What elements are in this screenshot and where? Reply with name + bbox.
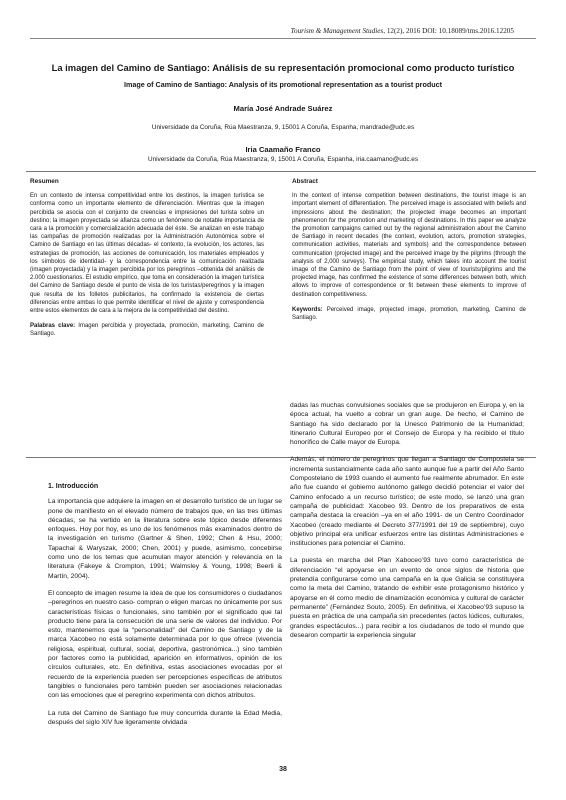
abstract-keywords-label: Keywords: (292, 306, 323, 313)
body-paragraph: El concepto de imagen resume la idea de que los consumidores o ciudadanos –peregrinos en nuestro caso- compran o eligen marcas no únicamente por sus características físicas o funcionales, sino también por el significado que tal producto tiene para la consecución de una serie de valores del individuo. Por esto, mantenemos que la “personalidad” del Camino de Santiago y de la marca Xacobeo no está solamente determinada por lo que ofrece (vivencia religiosa, espiritual, cultural, social, deportiva, gastronómica...) sino también por factores como la publicidad, aparición en informativos, opinión de los círculos culturales, etc. En definitiva, estas asociaciones evocadas por el recuerdo de la experiencia pueden ser percepciones específicas de atributos tangibles o funcionales pero también pueden ser asociaciones relacionadas con las emociones que el peregrino experimenta con dichos atributos. (48, 589, 282, 700)
abstract-text: In the context of intense competition between destinations, the tourist image is an important element of differentiation. The perceived image is associated with beliefs and impressions about the destination; the projected image becomes an important phenomenon for the promotion and marketing of destinations. In this paper we analyze the promotion campaigns carried out by the regional administration about the Camino de Santiago in recent decades (the context, evolution, actors, promotion strategies, communication activities, materials and symbols) and the correspondence between communication (projected image) and the perceived image by the pilgrims (through the analysis of 2,000 surveys). The empirical study, which takes into account the tourist image of the Camino de Santiago from the point of view of tourists/pilgrims and the projected image, has confirmed the existence of some differences between both, which allows to improve of correspondence or fit between these elements to improve of destination competitiveness. (292, 193, 526, 298)
resumen-heading: Resumen (30, 178, 59, 185)
body-paragraph: dadas las muchas convulsiones sociales que se produjeron en Europa y, en la época actual, ha vuelto a cobrar un gran auge. De hecho, el Camino de Santiago ha sido declarado por la Unesco Patrimonio de la Humanidad; Itinerario Cultural Europeo por el Consejo de Europa y ha recibido el título honorífico de Calle mayor de Europa. (290, 402, 524, 447)
author-affiliation-2: Universidade da Coruña, Rúa Maestranza, 9, 15001 A Coruña, Espanha, iria.caamano@udc.es (147, 156, 419, 163)
abstract-block (292, 178, 526, 322)
abstract-top-rule (26, 171, 536, 172)
body-column-left (48, 482, 282, 735)
resumen-keywords-list: Imagen percibida y proyectada, promoción, marketing, Camino de Santiago. (30, 323, 264, 338)
author-name-2: Iria Caamaño Franco (245, 145, 321, 154)
body-column-right (290, 401, 524, 648)
author-affiliation-1: Universidade da Coruña, Rúa Maestranza, 9, 15001 A Coruña, Espanha, mandrade@udc.es (151, 124, 415, 131)
resumen-block (30, 178, 264, 339)
abstract-keywords-list: Perceived image, projected image, promotion, marketing, Camino de Santiago. (292, 306, 526, 322)
body-paragraph: Además, el número de peregrinos que llegan a Santiago de Compostela se incrementa sustancialmente cada año santo aunque fue a partir del Año Santo Compostelano de 1993 cuando el aumento fue realmente abrumador. En este año fue cuando el gobierno autónomo gallego decidió potenciar el valor del Camino enfocado a un recurso turístico; de este modo, se lanzó una gran campaña de publicidad: Xacobeo 93. Dentro de los preparativos de esta campaña destaca la creación –ya en el año 1991- de un Centro Coordinador Xacobeo (creado mediante el Decreto 377/1991 del 19 de septiembre), cuyo objetivo principal era unificar esfuerzos entre las distintas Administraciones e instituciones para potenciar el Camino. (290, 456, 524, 548)
paper-title: La imagen del Camino de Santiago: Análisis de su representación promocional como producto turístico (51, 62, 515, 73)
author-name-1: María José Andrade Suárez (233, 104, 333, 113)
body-paragraph: La importancia que adquiere la imagen en el desarrollo turístico de un lugar se pone de manifiesto en el elevado número de trabajos que, en las tres últimas décadas, se ha vertido en la literatura sobre este tópico desde diferentes enfoques. Hoy por hoy, es uno de los fenómenos más examinados dentro de la investigación en turismo (Gartner & Shen, 1992; Chen & Hsu, 2000; Tapachai & Waryszak, 2000; Chen, 2001) y puede, asimismo, concebirse como uno de los temas que acumulan mayor atención y relevancia en la literatura (Fakeye & Crompton, 1991; Walmsley & Young, 1998; Beerli & Martín, 2004). (48, 498, 282, 580)
citation-info: , 12(2), 2016 DOI: 10.18089/tms.2016.12205 (383, 27, 514, 35)
abstract-keywords (292, 306, 526, 322)
resumen-text: En un contexto de intensa competitividad entre los destinos, la imagen turística se conforma como un importante elemento de diferenciación. Mientras que la imagen percibida se asocia con el conjunto de creencias e impresiones del turista sobre un destino; la imagen proyectada se afianza como un fenómeno de notable importancia de cara a la promoción y comercialización adecuada del éste. Se analizan en este trabajo las campañas de promoción realizadas por la Administración Autonómica sobre el Camino de Santiago en las últimas décadas- el contexto, la evolución, los actores, las estrategias de promoción, las acciones de comunicación, los materiales empleados y los símbolos de identidad- y la correspondencia entre la comunicación realizada (imagen proyectada) y la imagen percibida por los peregrinos –obtenida del análisis de 2.000 cuestionarios. El estudio empírico, que toma en consideración la imagen turística del Camino de Santiago desde el punto de vista de los turistas/peregrinos y la imagen que resulta de los folletos publicitarios, ha confirmado la existencia de ciertas diferencias entre ambas lo que permite identificar el nivel de ajuste y correspondencia entre estos elementos de cara a la mejora de la competitividad del destino. (30, 193, 264, 315)
body-paragraph: La ruta del Camino de Santiago fue muy concurrida durante la Edad Media, después del siglo XIV fue ligeramente olvidada (48, 709, 282, 726)
journal-name: Tourism & Management Studies (290, 27, 384, 35)
abstract-heading: Abstract (292, 178, 318, 185)
section-heading-introduccion: 1. Introducción (48, 483, 99, 490)
body-paragraph: La puesta en marcha del Plan Xaboceo’93 tuvo como característica de diferenciación “el apoyarse en un evento de once siglos de historia que pretendía configurarse como una campaña en la que Galicia se constituyera como la meta del Camino, tratando de exhibir este protagonismo histórico y apoyarse en él como medio de dinamización económica y cultural de carácter permanente” (Fernández Souto, 2005). En definitiva, el Xacobeo’93 supuso la puesta en práctica de una campaña sin precedentes (actos lúdicos, culturales, grandes espectáculos...) para recibir a los ciudadanos de todo el mundo que desearon compartir la experiencia singular (290, 557, 524, 639)
resumen-keywords-label: Palabras clave: (30, 323, 76, 330)
paper-subtitle: Image of Camino de Santiago: Analysis of its promotional representation as a tourist product (123, 80, 443, 89)
page-number: 38 (279, 766, 287, 773)
resumen-keywords (30, 322, 264, 338)
header-divider (30, 38, 536, 39)
running-header (291, 27, 514, 35)
